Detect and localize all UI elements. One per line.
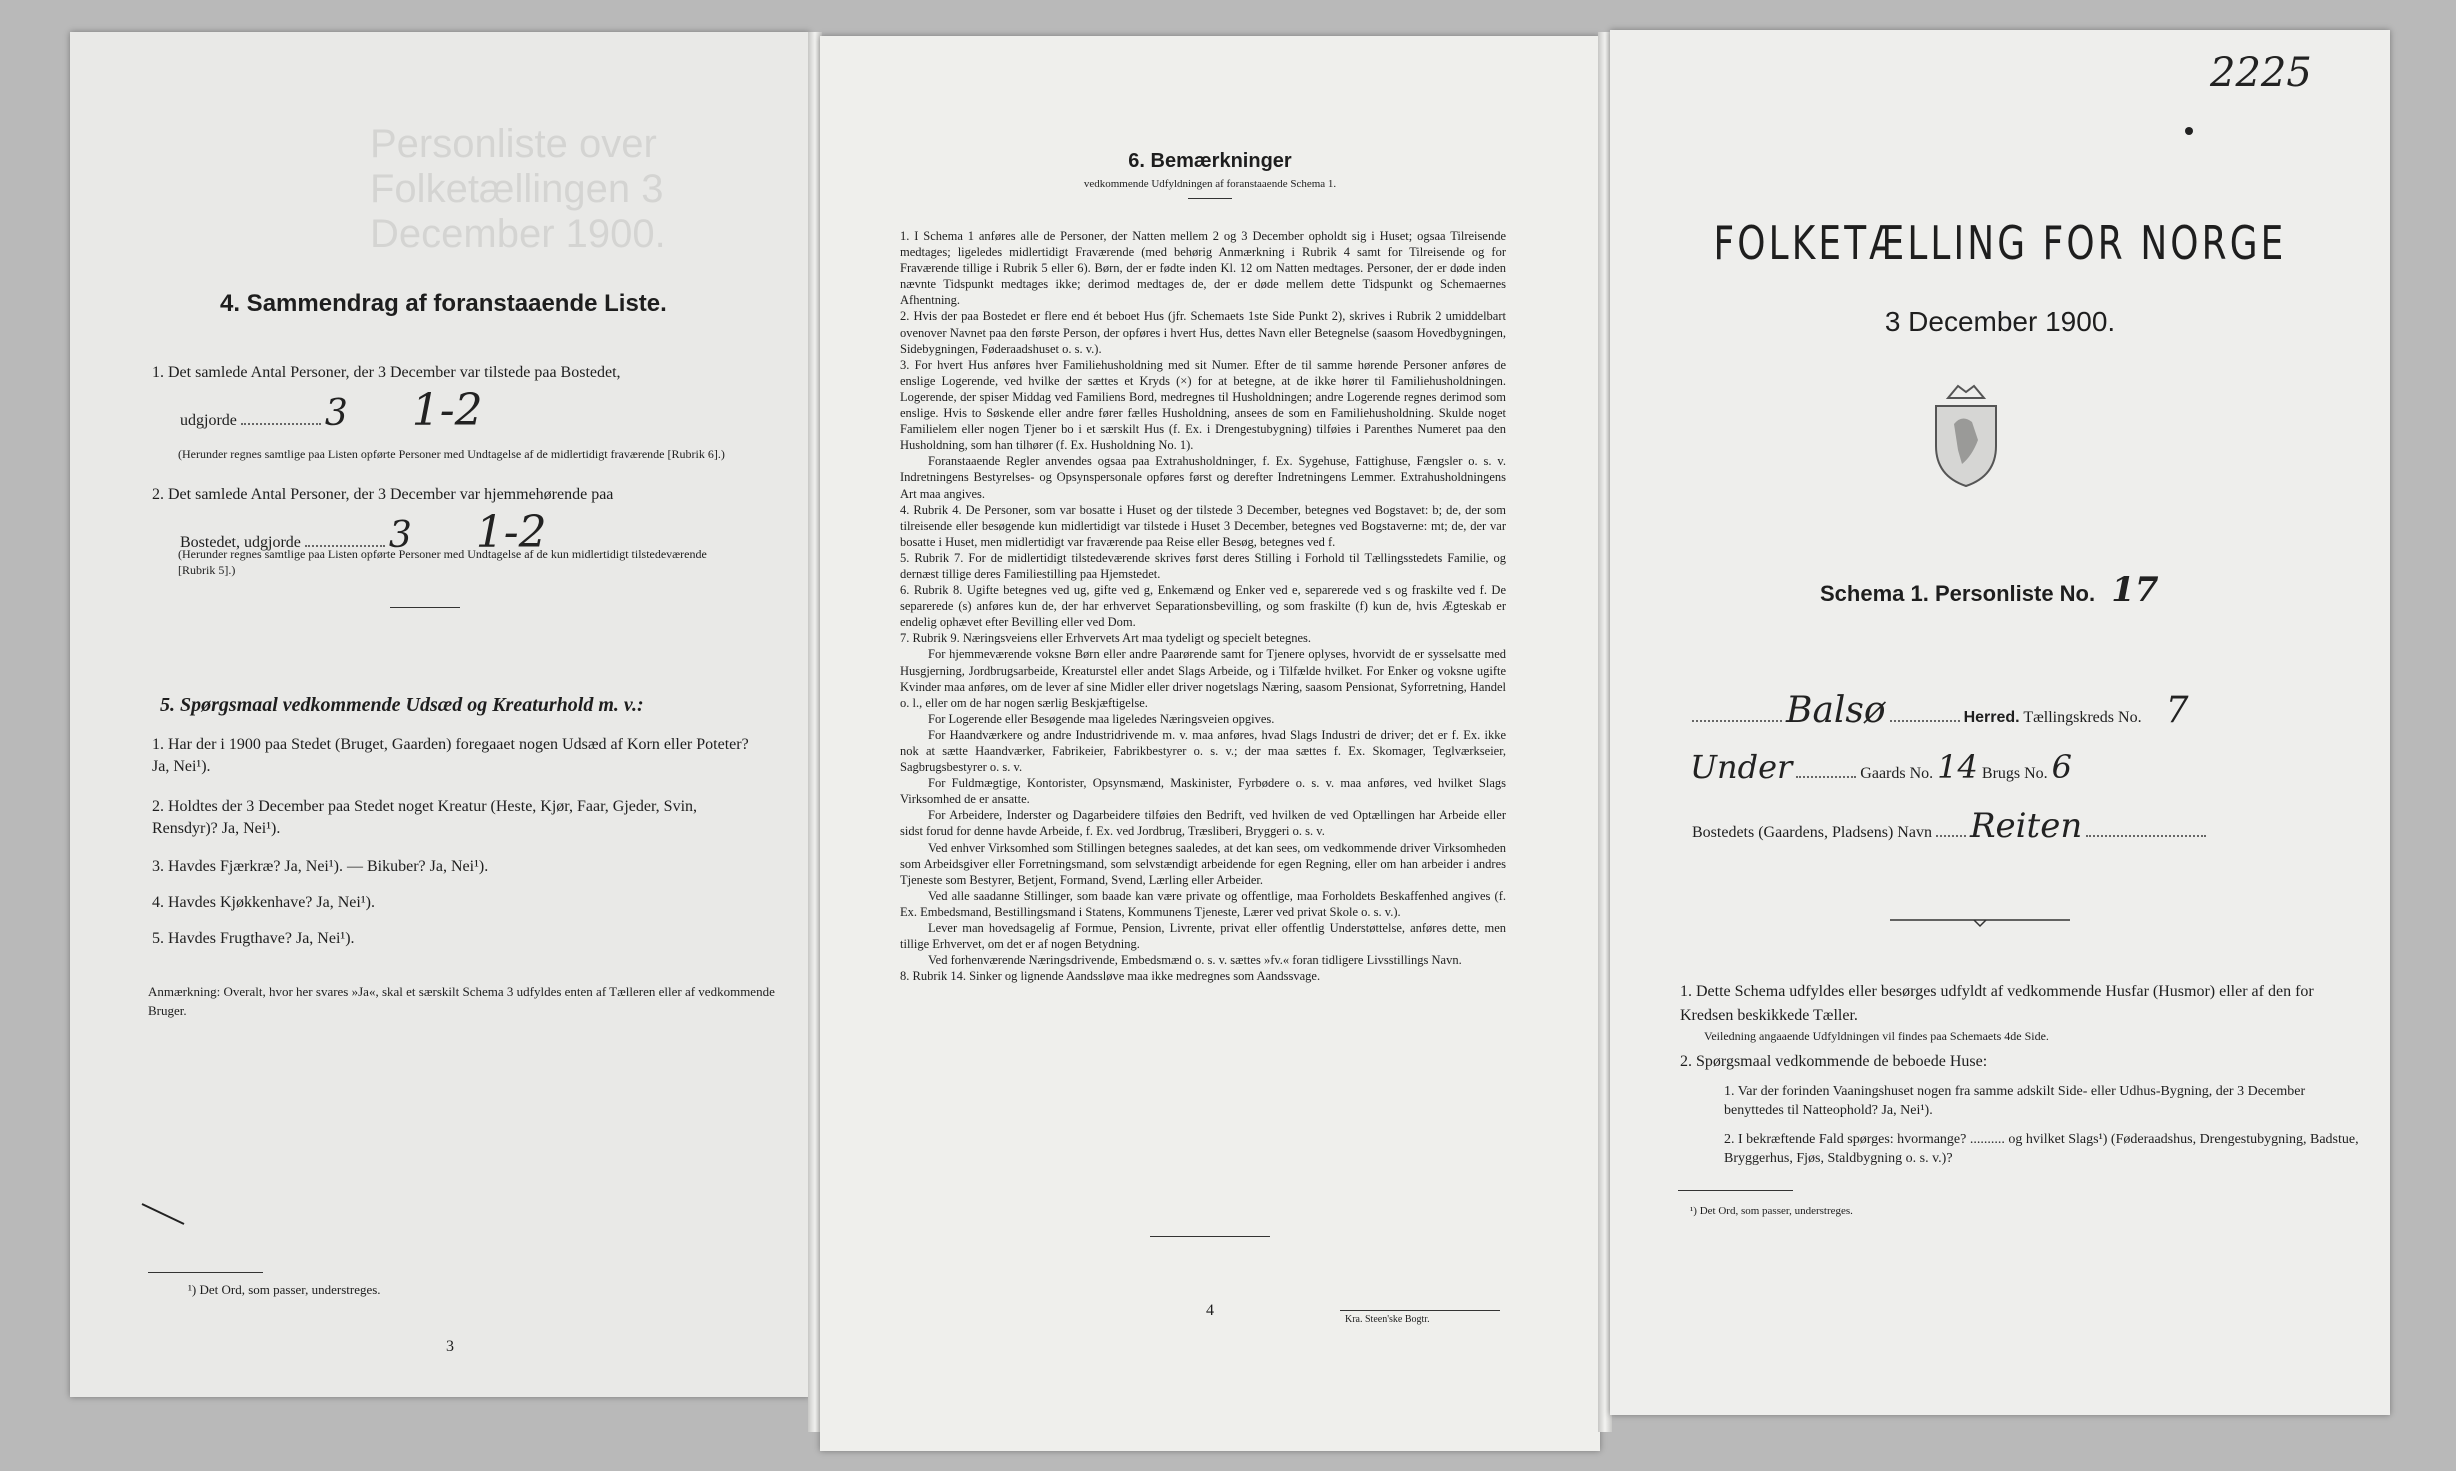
herred-row <box>1692 690 2372 731</box>
remark-5: 5. Rubrik 7. For de midlertidigt tilstedeværende skrives først deres Stilling i Forhold til Tællingsstedets Familie, og dernæst tillige deres Familiestilling paa Hjemstedet. <box>900 550 1506 581</box>
item2-label: Bostedet, udgjorde <box>180 534 301 551</box>
instruction-2-q2: 2. I bekræftende Fald spørges: hvormange? .......... og hvilket Slags¹) (Føderaadshus, Drengestubygning, Badstue, Bryggerhus, Fjøs, Staldbygning o. s. v.)? <box>1724 1132 2359 1166</box>
section4-title: 4. Sammendrag af foranstaaende Liste. <box>220 290 667 317</box>
footnote-rule <box>1678 1190 1793 1191</box>
item2-line: 2. Det samlede Antal Personer, der 3 December var hjemmehørende paa <box>152 486 614 503</box>
bosted-dots2 <box>2086 835 2206 837</box>
remark-7d: For Fuldmægtige, Kontorister, Opsynsmænd, Maskinister, Fyrbødere o. s. v. maa anføres, ved hvilket Slags Virksomhed de er ansatte. <box>900 776 1506 807</box>
schema-label: Schema 1. Personliste No. <box>1820 581 2096 606</box>
remark-6: 6. Rubrik 8. Ugifte betegnes ved ug, gifte ved g, Enkemænd og Enker ved e, separerede ved s og fraskilte ved f. De separerede (s) anføres kun de, der har erhvervet Separationsbevilling, og som fraskilte (f) kun de, hvis Ægteskab er endelig ophævet efter Bevilling eller ved Dom. <box>900 583 1506 630</box>
question-2: 2. Holdtes der 3 December paa Stedet noget Kreatur (Heste, Kjør, Faar, Gjeder, Svin, Rensdyr)? Ja, Nei¹). <box>152 798 698 837</box>
under-value: Under <box>1690 748 1793 786</box>
question-5: 5. Havdes Frugthave? Ja, Nei¹). <box>152 930 355 947</box>
census-date: 3 December 1900. <box>1884 306 2116 337</box>
remark-7g: Ved alle saadanne Stillinger, som baade kan være private og offentlige, maa Forholdets Beskaffenhed angives (f. Ex. Embedsmand, Bestillingsmand i Statens, Kommunens Tjeneste, Lærer ved privat Skole o. s. v.). <box>900 888 1506 919</box>
title-rule <box>1188 198 1232 199</box>
remarks-subtitle: vedkommende Udfyldningen af foranstaaende Schema 1. <box>1083 178 1337 190</box>
ghost-heading: Personliste over Folketællingen 3 December 1900. <box>370 122 666 256</box>
instructions <box>1680 980 2360 1168</box>
brugs-value: 6 <box>2051 748 2073 786</box>
page-number: 3 <box>446 1338 454 1355</box>
end-rule <box>1150 1236 1270 1237</box>
question-4: 4. Havdes Kjøkkenhave? Ja, Nei¹). <box>152 894 375 911</box>
printer-rule <box>1340 1310 1500 1311</box>
remark-7f: Ved enhver Virksomhed som Stillingen betegnes saaledes, at det kan sees, om vedkommende driver Virksomheden som Arbeidsgiver eller Forretningsmand, som selvstændigt arbeidende for egen Regning, eller om han arbeider i andres Tjeneste som Bestyrer, Betjent, Formand, Svend, Lærling eller Arbeider. <box>900 840 1506 887</box>
question-1: 1. Har der i 1900 paa Stedet (Bruget, Gaarden) foregaaet nogen Udsæd af Korn eller Poteter? Ja, Nei¹). <box>152 736 749 775</box>
item1-dots <box>241 423 321 425</box>
coat-of-arms-icon <box>1928 380 2004 488</box>
item2-value: 3 <box>388 515 412 556</box>
left-page <box>70 32 810 1397</box>
instruction-1-note: Veiledning angaaende Udfyldningen vil findes paa Schemaets 4de Side. <box>1704 1029 2049 1043</box>
divider <box>390 607 460 608</box>
footnote: ¹) Det Ord, som passer, understreges. <box>188 1282 381 1297</box>
herred-label: Herred. <box>1963 709 2020 726</box>
remark-7c: For Haandværkere og andre Industridrivende m. v. maa anføres, hvad Slags Industri de driver; det er f. Ex. ikke nok at sætte Haandværker, Fabrikeier, Fabrikbestyrer o. s. v.; der maa sættes f. Ex. Skomager, Teglværkseier, Sagbrugsbestyrer o. s. v. <box>900 727 1506 775</box>
under-dots <box>1796 776 1856 778</box>
anmaerkning: Anmærkning: Overalt, hvor her svares »Ja«, skal et særskilt Schema 3 udfyldes enten af Tælleren eller af vedkommende Bruger. <box>148 984 775 1018</box>
kreds-value: 7 <box>2165 690 2189 731</box>
item1-hand: 1-2 <box>411 385 483 436</box>
remark-4: 4. Rubrik 4. De Personer, som var bosatte i Huset og der tilstede 3 December, betegnes ved Bogstavet: b; de, der som tilreisende eller besøgende kun midlertidigt var tilstede i Huset 3 December, betegnes ved Bogstaverne: mt; de, der var bosatte i Huset, men midlertidigt var fraværende paa Reise eller Besøg, betegnes ved f. <box>900 502 1506 549</box>
item1-line: 1. Det samlede Antal Personer, der 3 December var tilstede paa Bostedet, <box>152 364 621 381</box>
ink-dot <box>2185 127 2193 135</box>
kreds-label: Tællingskreds No. <box>2023 709 2142 726</box>
remarks-body <box>900 228 1506 984</box>
footnote: ¹) Det Ord, som passer, understreges. <box>1690 1205 1853 1217</box>
archive-number: 2225 <box>2210 50 2312 96</box>
section5-title: 5. Spørgsmaal vedkommende Udsæd og Kreaturhold m. v.: <box>160 694 644 716</box>
item1-value: 3 <box>324 393 348 434</box>
instruction-2-q1: 1. Var der forinden Vaaningshuset nogen fra samme adskilt Side- eller Udhus-Bygning, der 3 December benyttedes til Natteophold? Ja, Nei¹). <box>1724 1084 2306 1118</box>
item1-row <box>180 385 780 436</box>
remarks-title: 6. Bemærkninger <box>1128 150 1292 172</box>
middle-page <box>820 36 1600 1451</box>
schema-row <box>1820 570 2159 610</box>
gaard-row <box>1690 748 2370 786</box>
remark-7i: Ved forhenværende Næringsdrivende, Embedsmænd o. s. v. sættes »fv.« foran tidligere Livsstillings Navn. <box>928 953 1462 968</box>
census-title: FOLKETÆLLING FOR NORGE <box>1713 216 2287 270</box>
remark-8: 8. Rubrik 14. Sinker og lignende Aandssløve maa ikke medregnes som Aandssvage. <box>900 969 1321 984</box>
brugs-label: Brugs No. <box>1981 765 2048 782</box>
right-page <box>1610 30 2390 1415</box>
remark-7e: For Arbeidere, Inderster og Dagarbeidere tilføies den Bedrift, ved hvilken de ved Optællingen har Arbeide eller sidst forud for denne havde Arbeide, f. Ex. ved Jordbrug, Træsliberi, Bryggeri o. s. v. <box>900 808 1506 839</box>
remark-2: 2. Hvis der paa Bostedet er flere end ét beboet Hus (jfr. Schemaets 1ste Side Punkt 2), skrives i Rubrik 2 umiddelbart ovenover Navnet paa den første Person, der opføres i hvert Hus, dettes Navn eller Betegnelse (saasom Hovedbygningen, Sidebygningen, Føderaadshuset o. s. v.). <box>900 309 1506 356</box>
item1-label: udgjorde <box>180 412 237 429</box>
remark-7: 7. Rubrik 9. Næringsveiens eller Erhvervets Art maa tydeligt og specielt betegnes. <box>900 631 1312 646</box>
instruction-1: 1. Dette Schema udfyldes eller besørges udfyldt af vedkommende Husfar (Husmor) eller af den for Kredsen beskikkede Tæller. <box>1680 983 2314 1024</box>
printer-mark: Kra. Steen'ske Bogtr. <box>1345 1314 1430 1325</box>
question-3: 3. Havdes Fjærkræ? Ja, Nei¹). — Bikuber? Ja, Nei¹). <box>152 858 489 875</box>
herred-dots2 <box>1890 720 1960 722</box>
item2-note: (Herunder regnes samtlige paa Listen opførte Personer med Undtagelse af de kun midlertidigt tilstedeværende [Rubrik 5].) <box>178 547 707 577</box>
footnote-rule <box>148 1272 263 1273</box>
item1-note: (Herunder regnes samtlige paa Listen opførte Personer med Undtagelse af de midlertidigt fraværende [Rubrik 6].) <box>178 447 725 461</box>
bosted-value: Reiten <box>1969 806 2083 846</box>
instruction-2: 2. Spørgsmaal vedkommende de beboede Huse: <box>1680 1053 1988 1070</box>
remark-7a: For hjemmeværende voksne Børn eller andre Paarørende samt for Tjenere oplyses, hvorvidt de er sysselsatte med Husgjerning, Jordbrugsarbeide, Kreaturstel eller andet Slags Arbeide, og i Tilfælde hvilket. For Enker og voksne ugifte Kvinder maa anføres, om de lever af sine Midler eller driver nogetslags Næring, saasom Pensionat, Syforretning, Handel o. l., eller om de har nogen særlig Beskjæftigelse. <box>900 647 1506 710</box>
pen-stroke <box>140 1200 190 1230</box>
remark-7b: For Logerende eller Besøgende maa ligeledes Næringsveien opgives. <box>928 711 1275 726</box>
gaards-label: Gaards No. <box>1860 765 1934 782</box>
gaards-value: 14 <box>1937 748 1978 786</box>
herred-value: Balsø <box>1786 690 1886 731</box>
remark-3b: Foranstaaende Regler anvendes ogsaa paa Extrahusholdninger, f. Ex. Sygehuse, Fattighuse, Fængsler o. s. v. Indretningens Bestyrelses- og Opsynspersonale opføres først og derefter Indretningens Lemmer. Extrahusholdningens Art maa angives. <box>900 454 1506 501</box>
remark-3: 3. For hvert Hus anføres hver Familiehusholdning med sit Numer. Efter de til samme hørende Personer anføres de enslige Logerende, ved hvilke der sættes et Kryds (×) for at betegne, at de ikke hører til Familiehusholdningen. Logerende, der spiser Middag ved Familiens Bord, medregnes til Husholdningen; andre Logerende regnes derimod som enslige. Hvis to Søskende eller andre fører fælles Husholdning, ansees de som en Familiehusholdning. Skulde noget Familielem eller nogen Tjener bo i et særskilt Hus (f. Ex. i Drengestubygning) tilføies i Parenthes Numeret paa den Husholdning, som han tilhører (f. Ex. Husholdning No. 1). <box>900 357 1506 453</box>
item2-hand: 1-2 <box>475 507 547 558</box>
schema-number: 17 <box>2111 570 2159 610</box>
ornament-divider-icon <box>1890 910 2070 930</box>
remark-1: 1. I Schema 1 anføres alle de Personer, der Natten mellem 2 og 3 December opholdt sig i Huset; ogsaa Tilreisende medtages; ligeledes midlertidigt Fraværende (med behørig Anmærkning i Rubrik 4 samt for Tilreisende og for Fraværende tillige i Rubrik 5 eller 6). Børn, der er fødte inden Kl. 12 om Natten medtages. Personer, der er døde inden nævnte Tidspunkt medtages ikke; derimod medtages de, der er døde mellem dette Tidspunkt og Schemaernes Afhentning. <box>900 229 1506 308</box>
remark-7h: Lever man hovedsagelig af Formue, Pension, Livrente, privat eller offentlig Understøttelse, anføres dette, men tillige Erhvervet, om det er af nogen Betydning. <box>900 921 1506 952</box>
herred-dots <box>1692 720 1782 722</box>
page-number: 4 <box>1206 1302 1214 1319</box>
bosted-row <box>1692 806 2372 846</box>
bosted-dots <box>1936 835 1966 837</box>
bosted-label: Bostedets (Gaardens, Pladsens) Navn <box>1692 824 1932 841</box>
